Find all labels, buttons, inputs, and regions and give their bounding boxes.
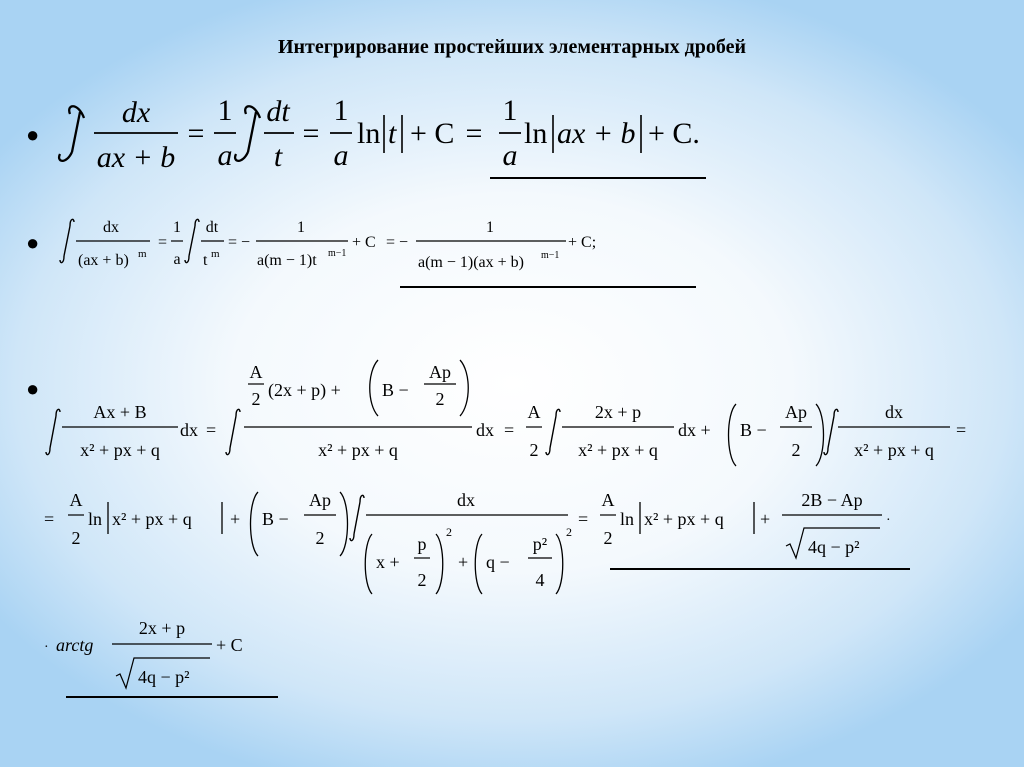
f1-den1: ax + b	[96, 141, 176, 174]
paren-right	[436, 534, 443, 594]
f1-ln1: ln	[357, 117, 381, 150]
f3-two-h: 2	[603, 528, 613, 548]
f3-p-a: p	[417, 534, 427, 554]
f3-B-minus2: B −	[740, 420, 767, 440]
f3-A-b: A	[527, 402, 541, 422]
f3-A-a: A	[249, 362, 263, 382]
integral-sign-1b	[235, 106, 260, 161]
paren-left	[370, 360, 378, 416]
paren-right	[460, 360, 468, 416]
f3-two-b: 2	[435, 389, 445, 409]
integral-sign-3b	[226, 409, 240, 454]
f3-ln-b: ln	[620, 509, 635, 529]
f2-tm-exp: m	[211, 248, 220, 260]
f2-one3: 1	[486, 219, 494, 236]
formula-1	[59, 94, 706, 178]
paren-left	[729, 404, 737, 466]
f3-two-c: 2	[529, 440, 539, 460]
f1-abs-axb: ax + b	[557, 117, 636, 150]
f3-Ap-b: Ap	[785, 402, 807, 422]
f3-eq1: =	[206, 420, 217, 440]
f3-dot1: ·	[886, 513, 891, 528]
paren-right	[556, 534, 563, 594]
f3-A-d: A	[601, 490, 615, 510]
paren-left	[475, 534, 482, 594]
f3-two-f: 2	[315, 528, 325, 548]
f2-den-base: (ax + b)	[78, 252, 129, 269]
f3-lin: (2x + p) +	[268, 380, 341, 400]
f3-Ap-c: Ap	[309, 490, 331, 510]
f3-two-e: 2	[71, 528, 81, 548]
bullet-3: ●	[26, 376, 40, 401]
f2-den2-exp: m−1	[328, 248, 347, 259]
f3-dot2: ·	[44, 640, 49, 655]
integral-sign-3e	[350, 495, 364, 540]
paren-left	[251, 492, 259, 556]
f1-one3: 1	[502, 94, 518, 127]
f3-den3: x² + px + q	[578, 440, 658, 460]
f3-eq2: =	[504, 420, 515, 440]
f3-dx3: dx +	[678, 420, 711, 440]
f3-Ap-a: Ap	[429, 362, 451, 382]
f2-eq1: =	[158, 234, 168, 251]
f2-den2-base: a(m − 1)t	[257, 252, 317, 269]
f3-B-minus3: B −	[262, 509, 289, 529]
f3-two-a: 2	[251, 389, 261, 409]
f1-dx: dx	[121, 96, 151, 129]
f3-plusC: + C	[216, 635, 243, 655]
f2-eq2: = −	[228, 234, 251, 251]
f3-plus2: +	[458, 552, 469, 572]
f3-x-plus: x +	[376, 552, 400, 572]
f3-B-minus: B −	[382, 380, 409, 400]
f2-den3-base: a(m − 1)(ax + b)	[418, 254, 525, 271]
f1-eq1: =	[187, 117, 205, 150]
f3-four-a: 4	[535, 570, 545, 590]
f1-a3: a	[502, 139, 518, 172]
formula-2	[60, 219, 696, 287]
bullet-2: ●	[26, 230, 40, 255]
f3-den2: x² + px + q	[318, 440, 398, 460]
f1-a2: a	[333, 139, 349, 172]
f2-plusC1: + C	[352, 234, 376, 251]
f3-plus3: +	[760, 509, 771, 529]
f3-dx2: dx	[476, 420, 494, 440]
f3-den4: x² + px + q	[854, 440, 934, 460]
f3-arctg: arctg	[56, 635, 94, 655]
integral-sign-2b	[185, 219, 199, 262]
f1-eq3: =	[465, 117, 483, 150]
f2-dt: dt	[205, 219, 219, 236]
f3-plus1: +	[230, 509, 241, 529]
f3-ln-a: ln	[88, 509, 103, 529]
f3-two-d: 2	[791, 440, 801, 460]
integral-sign-1a	[59, 106, 84, 161]
f1-one2: 1	[333, 94, 349, 127]
f3-dx5: dx	[457, 490, 475, 510]
f3-abs2: x² + px + q	[644, 509, 724, 529]
f1-t: t	[273, 140, 283, 173]
paren-left	[365, 534, 372, 594]
f2-a1: a	[173, 251, 181, 268]
integral-sign-2a	[64, 226, 70, 256]
f1-one1: 1	[217, 94, 233, 127]
formula-3	[44, 360, 966, 697]
f3-dx4: dx	[885, 402, 903, 422]
f3-eq3: =	[956, 420, 967, 440]
f3-dx1: dx	[180, 420, 198, 440]
f3-den1: x² + px + q	[80, 440, 160, 460]
f3-sqrt-arg: 4q − p²	[138, 667, 190, 687]
f3-num-final: 2B − Ap	[801, 490, 863, 510]
f3-A-c: A	[69, 490, 83, 510]
f2-den3-exp: m−1	[541, 250, 560, 261]
f3-sq1: 2	[446, 525, 452, 539]
f3-eq4: =	[44, 509, 55, 529]
f1-eq2: =	[302, 117, 320, 150]
f3-num-arg: 2x + p	[138, 618, 186, 638]
f3-eq5: =	[578, 509, 589, 529]
f2-tm-base: t	[203, 252, 208, 269]
f3-q-minus: q −	[486, 552, 510, 572]
f2-plusC2: + C;	[568, 234, 597, 251]
f1-plusC2: + C.	[648, 117, 700, 150]
f2-one1: 1	[173, 219, 181, 236]
f3-abs1: x² + px + q	[112, 509, 192, 529]
integral-sign-3d	[824, 409, 838, 454]
f2-one2: 1	[297, 219, 305, 236]
bullet-1: ●	[26, 122, 40, 147]
f1-abs-t: t	[388, 117, 397, 150]
f2-eq3: = −	[386, 234, 409, 251]
paren-right	[816, 404, 824, 466]
f3-num1: Ax + B	[93, 402, 147, 422]
f1-plusC1: + C	[410, 117, 455, 150]
f1-dt: dt	[266, 95, 290, 128]
paren-right	[340, 492, 348, 556]
f3-sq2: 2	[566, 525, 572, 539]
slide-title: Интегрирование простейших элементарных дробей	[277, 36, 747, 58]
f1-a1: a	[217, 139, 233, 172]
f3-sqrt-final: 4q − p²	[808, 537, 860, 557]
f3-p2-a: p²	[532, 534, 548, 554]
f2-den-exp: m	[138, 248, 147, 260]
f3-num3: 2x + p	[594, 402, 642, 422]
integral-sign-3a	[46, 409, 60, 454]
f1-ln2: ln	[524, 117, 548, 150]
f2-dx: dx	[103, 219, 119, 236]
f3-two-g: 2	[417, 570, 427, 590]
integral-sign-3c	[546, 409, 560, 454]
